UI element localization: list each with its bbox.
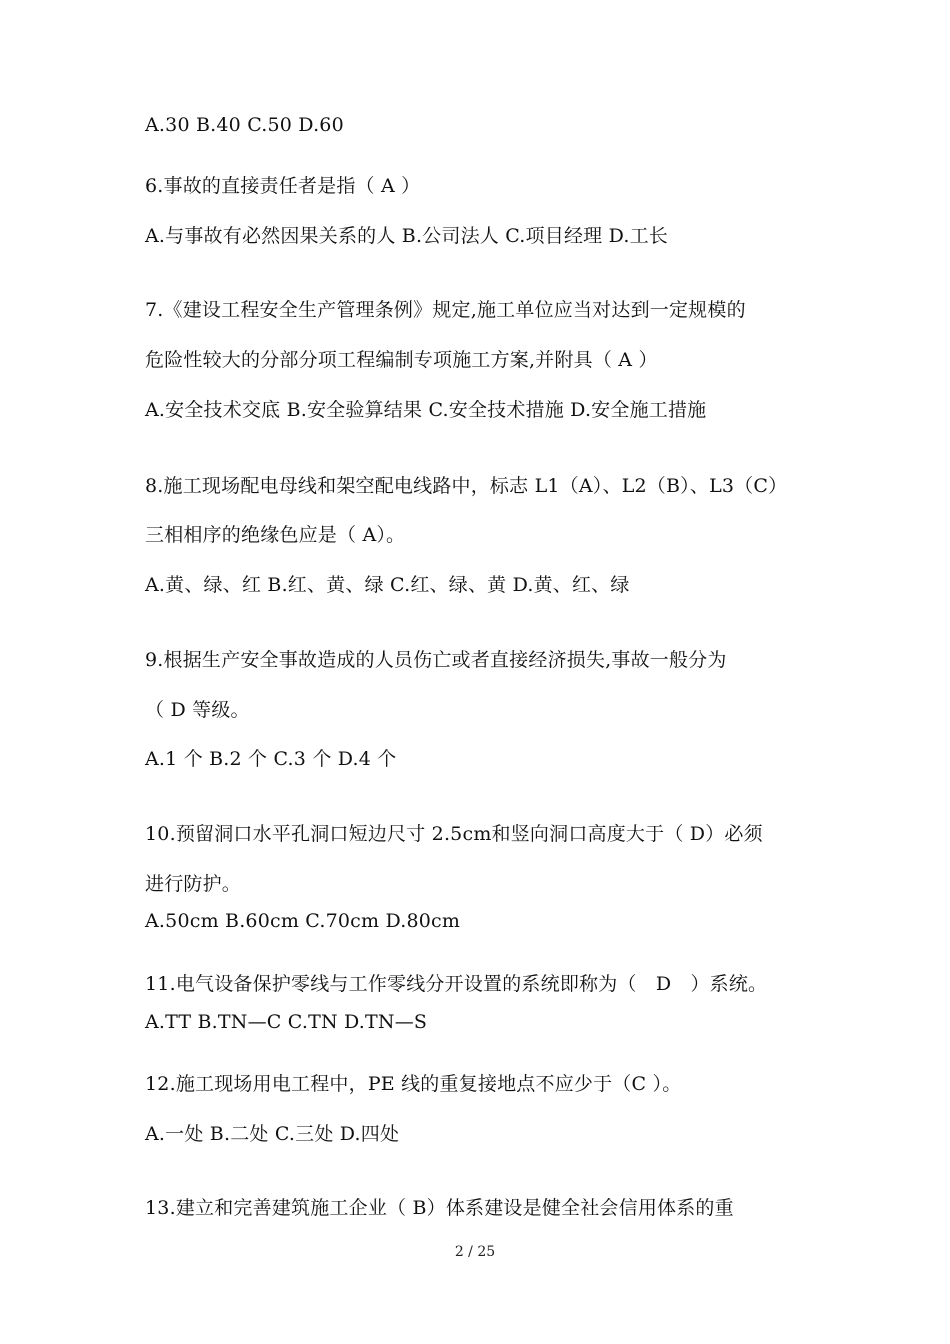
options-8: A.黄、绿、红 B.红、黄、绿 C.红、绿、黄 D.黄、红、绿 (145, 574, 630, 596)
question-8: 8.施工现场配电母线和架空配电线路中，标志 L1（A）、L2（B）、L3（C） (145, 475, 788, 497)
options-9: A.1 个 B.2 个 C.3 个 D.4 个 (145, 748, 397, 770)
question-10-cont: 进行防护。 (145, 873, 242, 895)
question-7: 7.《建设工程安全生产管理条例》规定,施工单位应当对达到一定规模的 (145, 299, 746, 321)
text-line: A.30 B.40 C.50 D.60 (145, 114, 344, 136)
options-7: A.安全技术交底 B.安全验算结果 C.安全技术措施 D.安全施工措施 (145, 399, 707, 421)
question-13: 13.建立和完善建筑施工企业（ B）体系建设是健全社会信用体系的重 (145, 1197, 734, 1219)
question-10: 10.预留洞口水平孔洞口短边尺寸 2.5cm和竖向洞口高度大于（ D）必须 (145, 823, 763, 845)
page-number: 2 / 25 (454, 1244, 496, 1260)
question-11: 11.电气设备保护零线与工作零线分开设置的系统即称为（ D ）系统。 (145, 973, 768, 995)
question-12: 12.施工现场用电工程中，PE 线的重复接地点不应少于（C ）。 (145, 1073, 682, 1095)
question-7-cont: 危险性较大的分部分项工程编制专项施工方案,并附具（ A ） (145, 349, 658, 371)
options-12: A.一处 B.二处 C.三处 D.四处 (145, 1123, 400, 1145)
options-6: A.与事故有必然因果关系的人 B.公司法人 C.项目经理 D.工长 (145, 225, 668, 247)
question-9: 9.根据生产安全事故造成的人员伤亡或者直接经济损失,事故一般分为 (145, 649, 727, 671)
options-10: A.50cm B.60cm C.70cm D.80cm (145, 910, 461, 932)
question-6: 6.事故的直接责任者是指（ A ） (145, 175, 421, 197)
question-8-cont: 三相相序的绝缘色应是（ A）。 (145, 524, 406, 546)
options-11: A.TT B.TN—C C.TN D.TN—S (145, 1011, 428, 1033)
question-9-cont: （ D 等级。 (145, 699, 250, 721)
